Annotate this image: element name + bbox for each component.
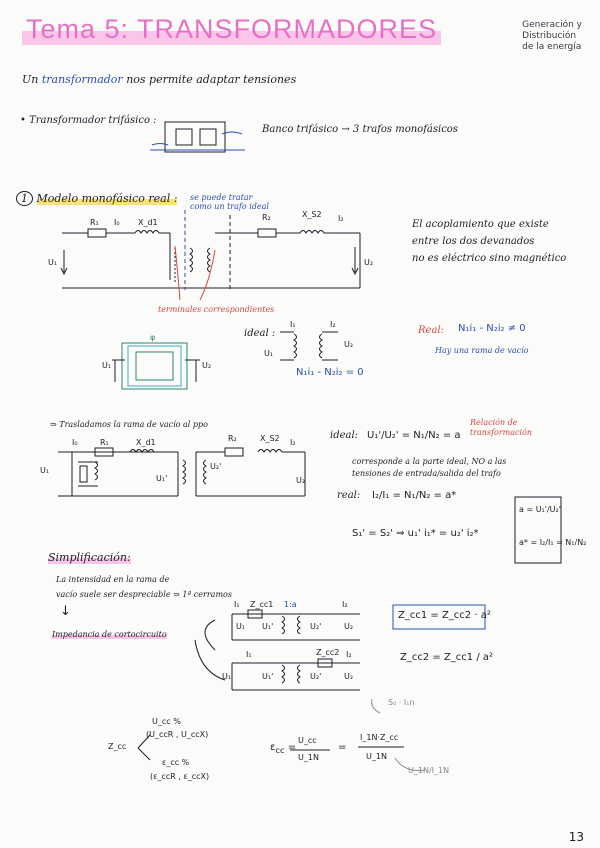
s-label-u2: U₂ — [344, 622, 354, 631]
ideal-label: ideal : — [244, 328, 276, 339]
t-label-r2: R₂ — [228, 434, 237, 443]
b-frac1-den: U_1N — [298, 753, 319, 762]
explanation-line: corresponde a la parte ideal, NO a las — [352, 457, 507, 466]
label-i0: I₀ — [114, 218, 120, 227]
label-xs2: X_S2 — [302, 210, 322, 219]
t-ideal-label: ideal: — [330, 430, 359, 441]
down-arrow: ↓ — [60, 604, 71, 619]
t-label-xs2: X_S2 — [260, 434, 280, 443]
t-label-u2p: U₂' — [210, 462, 222, 471]
b-note-bottom: U_1N/I_1N — [408, 766, 450, 775]
b-frac2-num: I_1N·Z_cc — [360, 733, 399, 742]
course-line: de la energía — [522, 42, 582, 52]
traslado-text: ⇒ Trasladamos la rama de vacío al ppo — [50, 420, 208, 429]
ideal-note: se puede tratar como un trafo ideal — [190, 193, 269, 211]
b-ucc: U_cc % — [152, 717, 181, 726]
ideal-u1: U₁ — [264, 349, 274, 358]
flux-label: φ — [150, 333, 156, 342]
b-ecc-sub: (ε_ccR , ε_ccX) — [150, 772, 210, 781]
t-label-i0: I₀ — [72, 438, 78, 447]
coupling-line: no es eléctrico sino magnético — [412, 253, 567, 264]
r1-resistor — [88, 229, 106, 237]
zcc-equation-1: Z_cc1 = Z_cc2 · a² — [398, 610, 491, 621]
simplification-text-1: La intensidad en la rama de — [56, 575, 170, 584]
simplification-heading: Simplificación: — [48, 551, 131, 564]
real-label: Real: — [418, 325, 444, 336]
t-label-u2: U₂ — [296, 476, 306, 485]
s2-label-i2: I₂ — [346, 650, 352, 659]
s2-label-i1: I₁ — [246, 650, 252, 659]
explanation-line: tensiones de entrada/salida del trafo — [352, 469, 501, 478]
t-label-r1: R₁ — [100, 438, 109, 447]
bank-note: Banco trifásico → 3 trafos monofásicos — [262, 124, 458, 135]
ratio-line: Relación de — [470, 418, 518, 427]
course-label — [522, 20, 582, 53]
b-note-top: S₀ · I₁n — [388, 698, 415, 707]
label-xd1: X_d1 — [138, 218, 158, 227]
xs2-inductor — [300, 231, 324, 234]
s-label-i1: I₁ — [234, 600, 240, 609]
terminals-note: terminales correspondientes — [158, 305, 275, 314]
ideal-i2: I₂ — [330, 320, 336, 329]
ideal-equation: N₁i₁ - N₂i₂ = 0 — [296, 367, 364, 378]
section-title: Modelo monofásico real : — [36, 192, 178, 205]
b-eps: $\varepsilon_{cc}$ = — [270, 742, 297, 755]
t-label-u1p: U₁' — [156, 474, 168, 483]
intro-highlight: transformador — [41, 73, 123, 86]
boxed-astar: a* = I₂/I₁ = N₁/N₂ — [519, 538, 587, 547]
t-real-equation: I₂/I₁ = N₁/N₂ = a* — [372, 490, 457, 501]
simplification-text-2: vacío suele ser despreciable ⇒ 1ª cerramos — [56, 590, 232, 599]
label-r1: R₁ — [90, 218, 99, 227]
r2-resistor — [258, 229, 276, 237]
intro-rest: nos permite adaptar tensiones — [126, 73, 297, 86]
s-label-u1p: U₁' — [262, 622, 274, 631]
label-i2: I₂ — [338, 214, 344, 223]
b-ucc-sub: (U_ccR , U_ccX) — [146, 730, 209, 739]
b-frac1-num: U_cc — [298, 736, 317, 745]
ratio-note — [470, 418, 532, 438]
ideal-u2: U₂ — [344, 340, 354, 349]
s-label-ratio: 1:a — [284, 600, 297, 609]
s-label-u2p: U₂' — [310, 622, 322, 631]
s-label-u1: U₁ — [236, 622, 246, 631]
page-number: 13 — [568, 830, 584, 844]
page-title: Tema 5: TRANSFORMADORES — [22, 14, 441, 45]
b-ecc: ε_cc % — [162, 758, 190, 767]
t-label-xd1: X_d1 — [136, 438, 156, 447]
ideal-i1: I₁ — [290, 320, 296, 329]
b-zcc: Z_cc — [108, 742, 127, 751]
boxed-a: a = U₁'/U₂' — [519, 505, 561, 514]
section-number: 1 — [16, 191, 33, 206]
s2-label-u2: U₂ — [344, 672, 354, 681]
xd1-inductor — [135, 231, 159, 234]
s2-label-u1: U₁ — [222, 672, 232, 681]
coupling-note — [412, 216, 566, 267]
course-line: Distribución — [522, 31, 577, 41]
s-label-zcc: Z_cc1 — [250, 600, 274, 609]
section-heading — [16, 192, 177, 205]
ratio-line: transformación — [470, 428, 533, 437]
t-label-i2: I₂ — [290, 438, 296, 447]
s-label-i2: I₂ — [342, 600, 348, 609]
label-u1: U₁ — [48, 258, 58, 267]
real-note: Hay una rama de vacío — [435, 346, 529, 355]
intro-prefix: Un — [22, 73, 39, 86]
label-r2: R₂ — [262, 213, 271, 222]
s2-label-zcc2: Z_cc2 — [316, 648, 340, 657]
coupling-line: El acoplamiento que existe — [412, 219, 549, 230]
t-label-u1: U₁ — [40, 466, 50, 475]
ideal-explanation — [352, 456, 506, 480]
power-equation: S₁' = S₂' ⇒ u₁' i₁* = u₂' i₂* — [352, 528, 479, 539]
b-frac2-den: U_1N — [366, 752, 387, 761]
b-equals: = — [338, 742, 347, 753]
t-real-label: real: — [337, 490, 361, 501]
core-label-u2: U₂ — [202, 361, 212, 370]
real-equation: N₁i₁ - N₂i₂ ≠ 0 — [458, 323, 526, 334]
threephase-bullet: • Transformador trifásico : — [20, 115, 157, 126]
label-u2: U₂ — [364, 258, 374, 267]
t-ideal-equation: U₁'/U₂' = N₁/N₂ = a — [367, 430, 461, 441]
core-label-u1: U₁ — [102, 361, 112, 370]
coupling-line: entre los dos devanados — [412, 236, 535, 247]
s2-label-u2p: U₂' — [310, 672, 322, 681]
intro-line — [22, 73, 296, 86]
course-line: Generación y — [522, 20, 582, 30]
s2-label-u1p: U₁' — [262, 672, 274, 681]
impedance-label: Impedancia de cortocircuito — [52, 630, 167, 639]
zcc-equation-2: Z_cc2 = Z_cc1 / a² — [400, 652, 494, 663]
